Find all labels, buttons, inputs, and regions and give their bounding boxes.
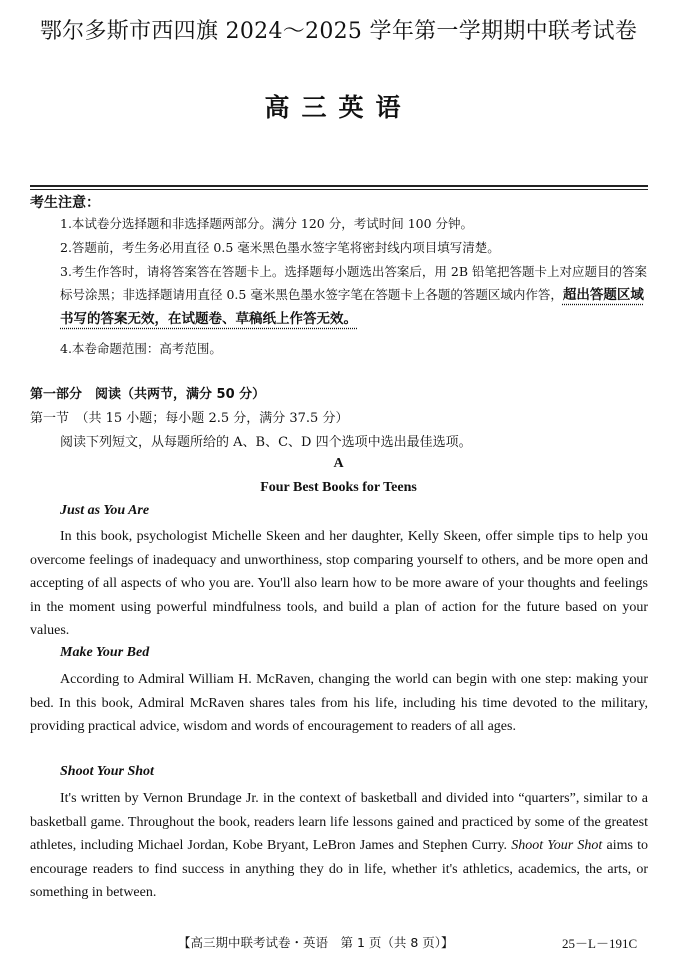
notice-item xyxy=(60,260,652,331)
book-title: Just as You Are xyxy=(60,503,150,518)
page-footer: 【高三期中联考试卷・英语 第 1 页（共 8 页）】 xyxy=(178,935,454,950)
notice-heading: 考生注意： xyxy=(30,195,100,211)
passage-letter: A xyxy=(333,456,344,471)
subject-title: 高三英语 xyxy=(264,93,413,122)
notice-emphasis: 超出答题区域书写的答案无效，在试题卷、草稿纸上作答无效。 xyxy=(60,287,644,327)
exam-title: 鄂尔多斯市西四旗 2024～2025 学年第一学期期中联考试卷 xyxy=(39,19,638,44)
book-text-part: It's written by Vernon Brundage Jr. in the context of basketball and divided into “quarters”, similar to a basketball game. Throughout the book, readers learn life lessons gained and practiced by some of the greatest athletes, including Michael Jordan, Kobe Bryant, LeBron James and Stephen Curry. xyxy=(30,791,648,854)
divider-rule xyxy=(30,189,648,190)
book-paragraph xyxy=(30,787,648,905)
paper-code: 25－L－191C xyxy=(562,936,638,951)
book-title: Shoot Your Shot xyxy=(60,764,154,779)
book-text-italic: Shoot Your Shot xyxy=(511,838,603,854)
divider-rule xyxy=(30,185,648,187)
notice-item: 1.本试卷分选择题和非选择题两部分。满分 120 分，考试时间 100 分钟。 xyxy=(60,216,474,231)
instruction: 阅读下列短文，从每题所给的 A、B、C、D 四个选项中选出最佳选项。 xyxy=(60,435,472,450)
part-title xyxy=(30,383,265,402)
book-text: In this book, psychologist Michelle Skeen and her daughter, Kelly Skeen, offer simple tips to help you overcome feelings of inadequacy and unworthiness, stop comparing yourself to others, and be more open and accepting of all aspects of who you are. You'll also learn how to be more aware of your thoughts and feelings in the moment using powerful mindfulness tools, and build a plan of action for the future based on your values. xyxy=(30,529,648,639)
notice-item-text: 3.考生作答时，请将答案答在答题卡上。选择题每小题选出答案后，用 2B 铅笔把答题卡上对应题目的答案标号涂黑；非选择题请用直径 0.5 毫米黑色墨水签字笔在答题卡上各题的答题区域内作答， xyxy=(60,264,648,302)
book-text: According to Admiral William H. McRaven, changing the world can begin with one step: making your bed. In this book, Admiral McRaven shares tales from his life, including his time devoted to the military, providing practical advice, wisdom and words of encouragement to readers of all ages. xyxy=(30,672,648,735)
passage-title: Four Best Books for Teens xyxy=(260,480,417,495)
notice-item: 2.答题前，考生务必用直径 0.5 毫米黑色墨水签字笔将密封线内项目填写清楚。 xyxy=(60,240,500,255)
section-title: 第一节 （共 15 小题；每小题 2.5 分，满分 37.5 分） xyxy=(30,411,349,426)
book-paragraph xyxy=(30,525,648,643)
book-text xyxy=(30,787,648,905)
notice-item: 4.本卷命题范围：高考范围。 xyxy=(60,341,222,356)
book-text-part: aims to encourage readers to find success in anything they do in life, whether it's athletics, academics, the arts, or something in between. xyxy=(30,838,648,901)
book-title: Make Your Bed xyxy=(60,645,150,660)
book-paragraph xyxy=(30,668,648,739)
part-title-text: 第一部分 阅读（共两节，满分 50 分） xyxy=(30,387,266,402)
